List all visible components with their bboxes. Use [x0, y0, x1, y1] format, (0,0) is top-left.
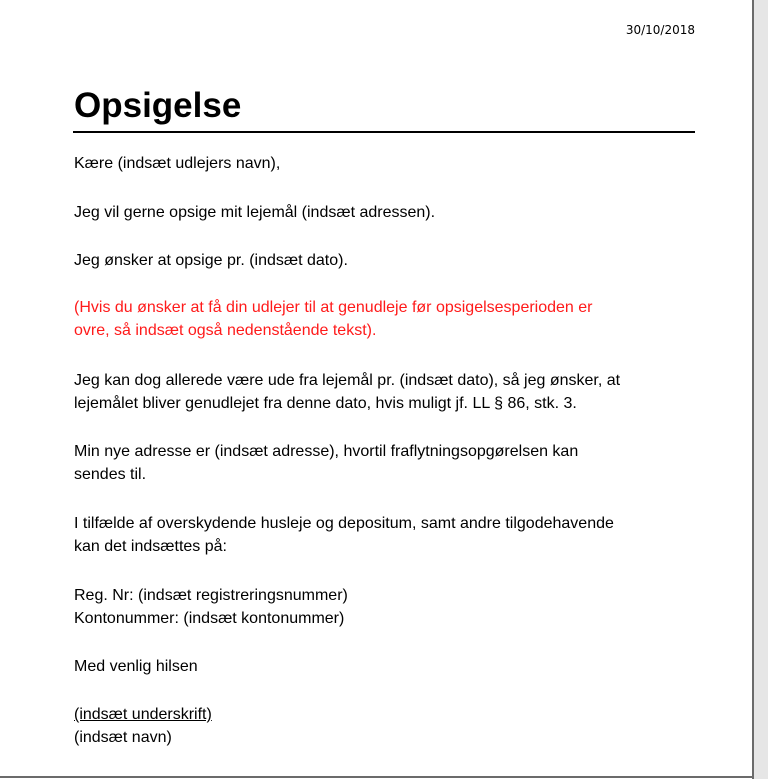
name-placeholder: (indsæt navn)	[74, 729, 172, 746]
signature-placeholder: (indsæt underskrift)	[74, 706, 212, 723]
closing-line: Med venlig hilsen	[74, 658, 198, 675]
terminate-paragraph: Jeg ønsker at opsige pr. (indsæt dato).	[74, 252, 348, 269]
refund-paragraph	[74, 512, 714, 558]
refund-line-2: kan det indsættes på:	[74, 538, 227, 555]
page-edge	[753, 0, 768, 779]
refund-line-1: I tilfælde af overskydende husleje og depositum, samt andre tilgodehavende	[74, 515, 614, 532]
reg-nr-line: Reg. Nr: (indsæt registreringsnummer)	[74, 587, 348, 604]
new-address-line-2: sendes til.	[74, 466, 147, 483]
document-date: 30/10/2018	[625, 23, 695, 37]
title-underline	[73, 131, 695, 133]
red-note-paragraph	[74, 296, 714, 342]
page-border-right	[752, 0, 754, 779]
account-nr-line: Kontonummer: (indsæt kontonummer)	[74, 610, 345, 627]
new-address-paragraph	[74, 440, 714, 486]
red-note-line-1: (Hvis du ønsker at få din udlejer til at genudleje før opsigelsesperioden er	[74, 299, 593, 316]
move-out-paragraph	[74, 369, 714, 415]
red-note-line-2: ovre, så indsæt også nedenstående tekst).	[74, 322, 377, 339]
signature-block	[74, 703, 714, 749]
new-address-line-1: Min nye adresse er (indsæt adresse), hvortil fraflytningsopgørelsen kan	[74, 443, 579, 460]
lease-paragraph: Jeg vil gerne opsige mit lejemål (indsæt adressen).	[74, 204, 436, 221]
bank-details	[74, 584, 714, 630]
page-title: Opsigelse	[74, 86, 242, 125]
greeting: Kære (indsæt udlejers navn),	[74, 155, 281, 172]
move-out-line-1: Jeg kan dog allerede være ude fra lejemål pr. (indsæt dato), så jeg ønsker, at	[74, 372, 621, 389]
move-out-line-2: lejemålet bliver genudlejet fra denne dato, hvis muligt jf. LL § 86, stk. 3.	[74, 395, 577, 412]
page-border-bottom	[0, 776, 754, 778]
